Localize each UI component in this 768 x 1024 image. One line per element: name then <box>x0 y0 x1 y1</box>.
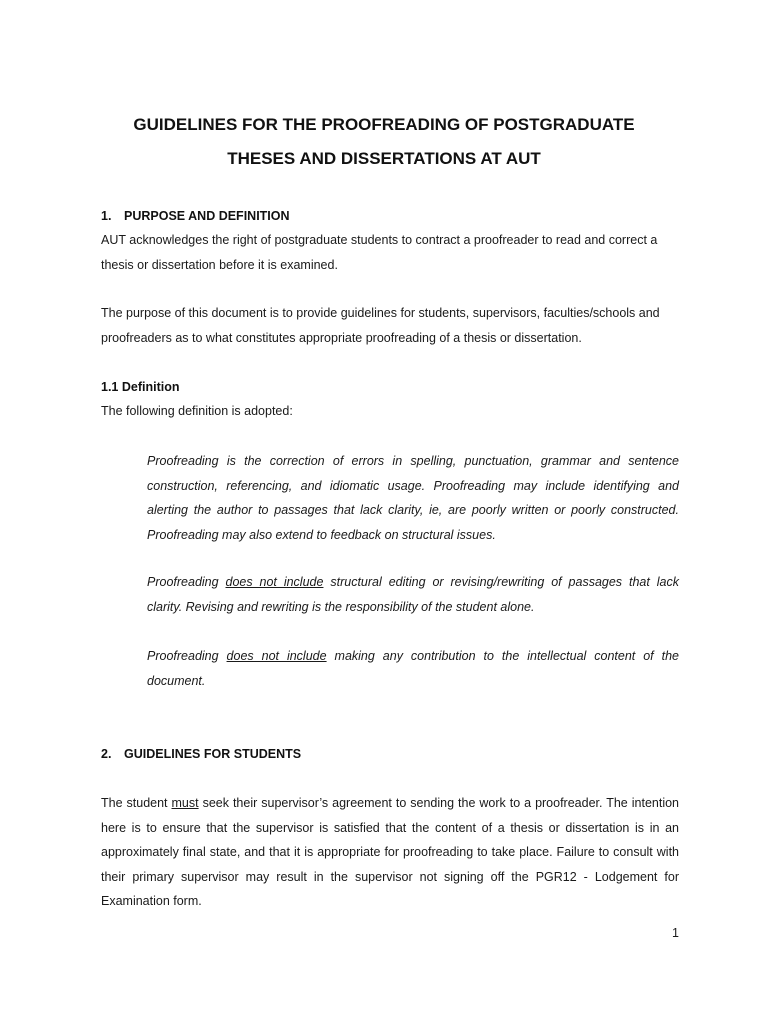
section-2-heading <box>101 746 301 762</box>
document-title-line-2: THESES AND DISSERTATIONS AT AUT <box>227 149 541 168</box>
section-2-para-end: seek their supervisor’s agreement to sending the work to a proofreader. The intention here is to ensure that the supervisor is satisfied that the content of a thesis or dissertation is in an approximately final state, and that it is appropriate for proofreading to take place. Failure to consult with their primary supervisor may result in the supervisor not signing off the PGR12 - Lodgement for Examination form. <box>101 796 679 908</box>
definition-quote-1: Proofreading is the correction of errors in spelling, punctuation, grammar and sentence construction, referencing, and idiomatic usage. Proofreading may include identifying and alerting the author to passages that lack clarity, ie, are poorly written or poorly constructed. Proofreading may also extend to feedback on structural issues. <box>147 454 679 542</box>
section-1-heading <box>101 208 290 224</box>
quote-2-end: structural editing or revising/rewriting of passages that lack clarity. Revising and rewriting is the responsibility of the student alone. <box>147 575 679 614</box>
section-2-para-underlined: must <box>171 796 199 810</box>
section-1-1-intro: The following definition is adopted: <box>101 404 293 418</box>
section-2-title: GUIDELINES FOR STUDENTS <box>124 747 302 761</box>
section-1-1-heading: 1.1 Definition <box>101 380 180 394</box>
quote-2-start: Proofreading <box>147 575 226 589</box>
page-number: 1 <box>672 926 679 940</box>
document-title-line-1: GUIDELINES FOR THE PROOFREADING OF POSTGRADUATE <box>133 115 635 134</box>
section-1-paragraph-1: AUT acknowledges the right of postgraduate students to contract a proofreader to read and correct a thesis or dissertation before it is examined. <box>101 233 658 272</box>
section-2-paragraph <box>101 791 679 914</box>
section-1-title: PURPOSE AND DEFINITION <box>124 209 290 223</box>
quote-3-start: Proofreading <box>147 649 227 663</box>
quote-3-underlined: does not include <box>226 649 327 663</box>
section-1-paragraph-2: The purpose of this document is to provide guidelines for students, supervisors, faculties/schools and proofreaders as to what constitutes appropriate proofreading of a thesis or dissertation. <box>101 306 660 345</box>
definition-quote-3 <box>147 644 679 693</box>
definition-quote-2 <box>147 570 679 619</box>
quote-3-end: making any contribution to the intellectual content of the document. <box>147 649 679 688</box>
section-2-number: 2. <box>101 747 112 761</box>
section-1-number: 1. <box>101 209 112 223</box>
section-2-para-start: The student <box>101 796 172 810</box>
quote-2-underlined: does not include <box>225 575 324 589</box>
